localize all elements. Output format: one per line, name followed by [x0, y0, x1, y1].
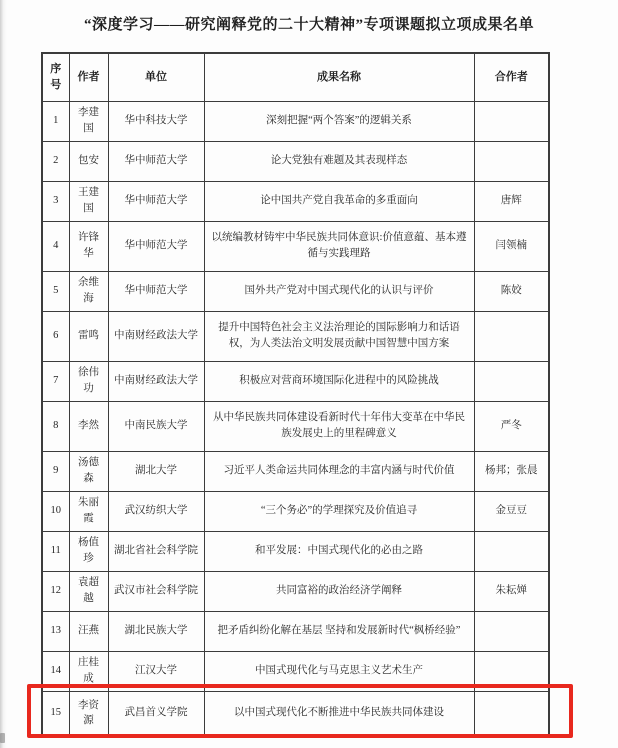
- cell-author: 李然: [69, 401, 108, 451]
- cell-unit: 武昌首义学院: [108, 691, 204, 736]
- header-no: 序号: [42, 53, 69, 101]
- header-collaborator: 合作者: [474, 53, 549, 101]
- cell-author: 包安: [69, 141, 108, 181]
- cell-author: 徐伟功: [69, 361, 108, 401]
- cell-result: 把矛盾纠纷化解在基层 坚持和发展新时代“枫桥经验”: [204, 611, 474, 651]
- cell-no: 8: [42, 401, 69, 451]
- cell-result: 中国式现代化与马克思主义艺术生产: [204, 651, 474, 691]
- cell-no: 13: [42, 611, 69, 651]
- table-row: [42, 611, 549, 651]
- table-row: [42, 531, 549, 571]
- cell-result: 以统编教材铸牢中华民族共同体意识:价值意蕴、基本遵循与实践理路: [204, 221, 474, 271]
- table-row: [42, 491, 549, 531]
- table-row-highlighted: [42, 691, 549, 736]
- cell-unit: 中南财经政法大学: [108, 361, 204, 401]
- cell-author: 李资源: [69, 691, 108, 736]
- cell-no: 4: [42, 221, 69, 271]
- cell-collaborator: 杨邦；张晨: [474, 451, 549, 491]
- cell-unit: 武汉市社会科学院: [108, 571, 204, 611]
- cell-unit: 华中科技大学: [108, 101, 204, 141]
- cell-no: 14: [42, 651, 69, 691]
- cell-unit: 华中师范大学: [108, 141, 204, 181]
- cell-collaborator: 陈姣: [474, 271, 549, 311]
- cell-collaborator: [474, 611, 549, 651]
- cell-result: 共同富裕的政治经济学阐释: [204, 571, 474, 611]
- scan-smudge-mark: [0, 733, 5, 743]
- table-row: [42, 571, 549, 611]
- cell-author: 袁超越: [69, 571, 108, 611]
- cell-unit: 江汉大学: [108, 651, 204, 691]
- cell-unit: 华中师范大学: [108, 271, 204, 311]
- page-title: “深度学习——研究阐释党的二十大精神”专项课题拟立项成果名单: [83, 17, 534, 33]
- results-table: [41, 52, 550, 737]
- table-row: [42, 271, 549, 311]
- cell-no: 6: [42, 311, 69, 361]
- cell-no: 11: [42, 531, 69, 571]
- cell-collaborator: [474, 361, 549, 401]
- header-author: 作者: [69, 53, 108, 101]
- cell-result: “三个务必”的学理探究及价值追寻: [204, 491, 474, 531]
- cell-collaborator: [474, 101, 549, 141]
- header-result: 成果名称: [204, 53, 474, 101]
- cell-author: 余维海: [69, 271, 108, 311]
- cell-result: 论中国共产党自我革命的多重面向: [204, 181, 474, 221]
- cell-unit: 华中师范大学: [108, 221, 204, 271]
- cell-result: 深刻把握“两个答案”的逻辑关系: [204, 101, 474, 141]
- cell-collaborator: [474, 531, 549, 571]
- cell-unit: 华中师范大学: [108, 181, 204, 221]
- table-row: [42, 401, 549, 451]
- cell-author: 许锋华: [69, 221, 108, 271]
- cell-no: 12: [42, 571, 69, 611]
- cell-unit: 湖北省社会科学院: [108, 531, 204, 571]
- cell-unit: 湖北大学: [108, 451, 204, 491]
- cell-unit: 中南民族大学: [108, 401, 204, 451]
- cell-no: 7: [42, 361, 69, 401]
- table-header-row: [42, 53, 549, 101]
- cell-result: 积极应对营商环境国际化进程中的风险挑战: [204, 361, 474, 401]
- cell-collaborator: 闫领楠: [474, 221, 549, 271]
- cell-no: 9: [42, 451, 69, 491]
- table-row: [42, 221, 549, 271]
- cell-unit: 湖北民族大学: [108, 611, 204, 651]
- cell-collaborator: [474, 691, 549, 736]
- cell-result: 国外共产党对中国式现代化的认识与评价: [204, 271, 474, 311]
- cell-no: 1: [42, 101, 69, 141]
- cell-no: 2: [42, 141, 69, 181]
- cell-result: 以中国式现代化不断推进中华民族共同体建设: [204, 691, 474, 736]
- cell-result: 从中华民族共同体建设看新时代十年伟大变革在中华民族发展史上的里程碑意义: [204, 401, 474, 451]
- cell-no: 15: [42, 691, 69, 736]
- cell-collaborator: [474, 651, 549, 691]
- cell-author: 李建国: [69, 101, 108, 141]
- table-row: [42, 101, 549, 141]
- table-row: [42, 181, 549, 221]
- cell-result: 提升中国特色社会主义法治理论的国际影响力和话语权，为人类法治文明发展贡献中国智慧中国方案: [204, 311, 474, 361]
- cell-no: 10: [42, 491, 69, 531]
- cell-collaborator: [474, 141, 549, 181]
- header-unit: 单位: [108, 53, 204, 101]
- cell-author: 王建国: [69, 181, 108, 221]
- cell-unit: 武汉纺织大学: [108, 491, 204, 531]
- table-row: [42, 311, 549, 361]
- cell-author: 杨值珍: [69, 531, 108, 571]
- cell-no: 5: [42, 271, 69, 311]
- cell-result: 习近平人类命运共同体理念的丰富内涵与时代价值: [204, 451, 474, 491]
- table-row: [42, 141, 549, 181]
- cell-result: 和平发展：中国式现代化的必由之路: [204, 531, 474, 571]
- table-row: [42, 451, 549, 491]
- cell-author: 汪燕: [69, 611, 108, 651]
- table-row: [42, 361, 549, 401]
- cell-author: 庄桂成: [69, 651, 108, 691]
- cell-author: 雷鸣: [69, 311, 108, 361]
- cell-collaborator: 金豆豆: [474, 491, 549, 531]
- cell-unit: 中南财经政法大学: [108, 311, 204, 361]
- cell-no: 3: [42, 181, 69, 221]
- cell-collaborator: [474, 311, 549, 361]
- cell-collaborator: 朱耘婵: [474, 571, 549, 611]
- cell-collaborator: 严冬: [474, 401, 549, 451]
- cell-collaborator: 唐辉: [474, 181, 549, 221]
- cell-author: 朱丽霞: [69, 491, 108, 531]
- table-row: [42, 651, 549, 691]
- cell-author: 汤德森: [69, 451, 108, 491]
- scan-page-edge-shadow: [0, 0, 7, 748]
- cell-result: 论大党独有难题及其表现样态: [204, 141, 474, 181]
